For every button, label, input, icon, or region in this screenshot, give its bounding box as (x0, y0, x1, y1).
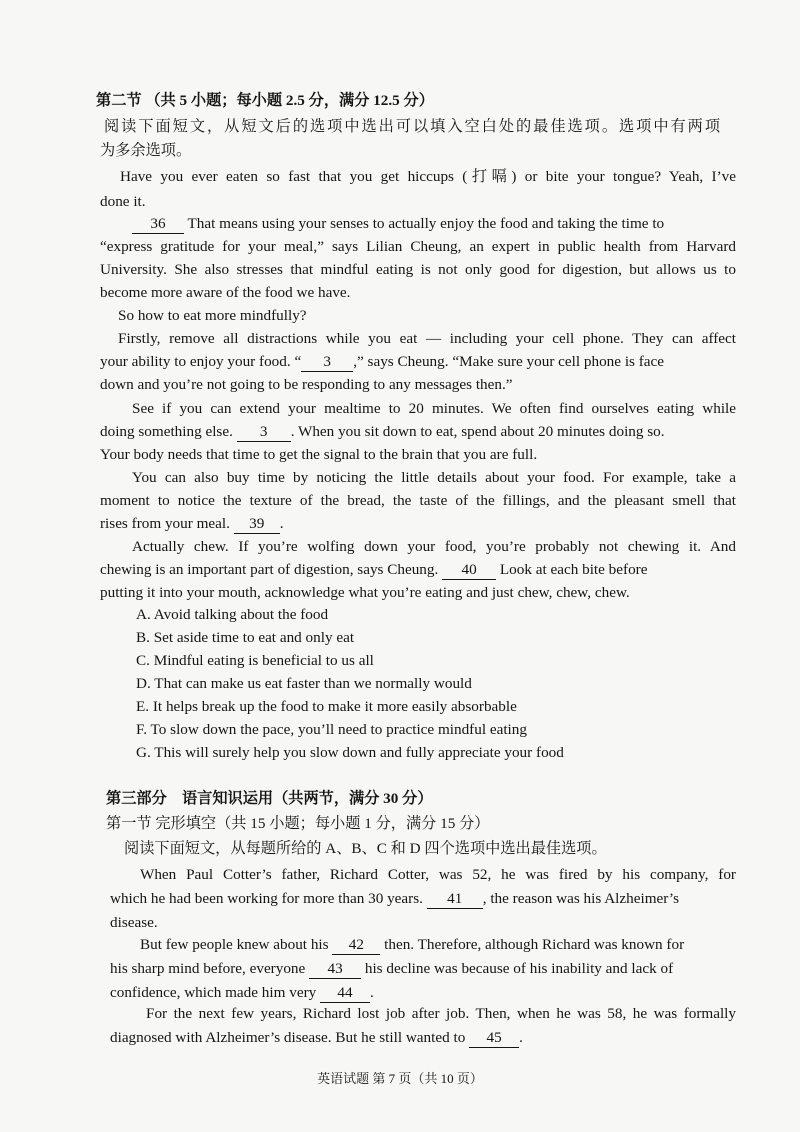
p5-line-2 (100, 421, 665, 443)
cloze-p2-text-a: But few people knew about his (140, 936, 329, 953)
instruction-line-2: 为多余选项。 (100, 142, 192, 159)
p2-line-3: University. She also stresses that mindful eating is not only good for digestion, but allows us to (100, 261, 736, 278)
cloze-p1-line-1: When Paul Cotter’s father, Richard Cotter, was 52, he was fired by his company, for (140, 866, 736, 883)
option-b: B. Set aside time to eat and only eat (136, 629, 355, 646)
blank-43: 43 (309, 960, 361, 979)
p2-line-4: become more aware of the food we have. (100, 284, 351, 301)
section2-heading: 第二节 （共 5 小题；每小题 2.5 分，满分 12.5 分） (96, 92, 434, 109)
cloze-p2-text-c: his sharp mind before, everyone (110, 960, 306, 977)
cloze-p1-text-a: which he had been working for more than 30 years. (110, 890, 423, 907)
p6-text-a: rises from your meal. (100, 515, 230, 532)
p1-line-2: done it. (100, 193, 146, 210)
cloze-p1-line-2 (110, 888, 679, 910)
blank-40: 40 (442, 561, 496, 580)
cloze-p1-line-3: disease. (110, 914, 158, 931)
option-c: C. Mindful eating is beneficial to us all (136, 652, 374, 669)
part3-instruction: 阅读下面短文，从每题所给的 A、B、C 和 D 四个选项中选出最佳选项。 (124, 840, 607, 857)
p5-text-a: doing something else. (100, 423, 233, 440)
p2-line-2: “express gratitude for your meal,” says Lilian Cheung, an expert in public health from Harvard (100, 238, 736, 255)
cloze-p2-text-b: then. Therefore, although Richard was known for (384, 936, 685, 953)
p7-line-2 (100, 559, 647, 581)
p3-line: So how to eat more mindfully? (118, 307, 307, 324)
blank-42: 42 (332, 936, 380, 955)
p5-line-3: Your body needs that time to get the signal to the brain that you are full. (100, 446, 538, 463)
cloze-p2-line-1 (140, 934, 684, 956)
blank-38: 3 (301, 353, 353, 372)
cloze-p3-line-2 (110, 1027, 523, 1049)
instruction-line-1: 阅读下面短文，从短文后的选项中选出可以填入空白处的最佳选项。选项中有两项 (104, 118, 720, 135)
blank-36: 36 (132, 215, 184, 234)
cloze-p3-text-b: . (519, 1029, 523, 1046)
p4-text-a: your ability to enjoy your food. “ (100, 353, 302, 370)
page-footer: 英语试题 第 7 页（共 10 页） (317, 1071, 483, 1086)
option-d: D. That can make us eat faster than we normally would (136, 675, 472, 692)
p2-text: That means using your senses to actually enjoy the food and taking the time to (187, 215, 665, 232)
cloze-p2-text-d: his decline was because of his inability and lack of (364, 960, 674, 977)
part3-heading: 第三部分 语言知识运用（共两节，满分 30 分） (106, 790, 433, 807)
blank-39: 39 (234, 515, 280, 534)
p6-line-1: You can also buy time by noticing the little details about your food. For example, take a (132, 469, 736, 486)
cloze-p2-text-e: confidence, which made him very (110, 984, 317, 1001)
p5-text-b: . When you sit down to eat, spend about 20 minutes doing so. (290, 423, 665, 440)
p4-line-1: Firstly, remove all distractions while you eat — including your cell phone. They can affect (118, 330, 736, 347)
p4-text-b: ,” says Cheung. “Make sure your cell phone is face (353, 353, 665, 370)
p2-line-1 (132, 213, 736, 235)
blank-44: 44 (320, 984, 370, 1003)
p5-line-1: See if you can extend your mealtime to 20 minutes. We often find ourselves eating while (132, 400, 736, 417)
cloze-p1-text-b: , the reason was his Alzheimer’s (482, 890, 679, 907)
blank-45: 45 (469, 1029, 519, 1048)
p6-line-2: moment to notice the texture of the bread, the taste of the fillings, and the pleasant smell that (100, 492, 736, 509)
option-e: E. It helps break up the food to make it more easily absorbable (136, 698, 517, 715)
p1-line-1: Have you ever eaten so fast that you get hiccups (打嗝) or bite your tongue? Yeah, I’ve (120, 168, 736, 185)
option-a: A. Avoid talking about the food (136, 606, 329, 623)
p4-line-2 (100, 351, 664, 373)
cloze-p2-text-f: . (370, 984, 374, 1001)
p4-line-3: down and you’re not going to be responding to any messages then.” (100, 376, 513, 393)
p7-text-b: Look at each bite before (499, 561, 648, 578)
cloze-p2-line-2 (110, 958, 673, 980)
blank-41: 41 (427, 890, 483, 909)
cloze-p3-text-a: diagnosed with Alzheimer’s disease. But he still wanted to (110, 1029, 466, 1046)
p7-line-3: putting it into your mouth, acknowledge what you’re eating and just chew, chew, chew. (100, 584, 630, 601)
option-g: G. This will surely help you slow down and fully appreciate your food (136, 744, 564, 761)
part3-section1-heading: 第一节 完形填空（共 15 小题；每小题 1 分，满分 15 分） (106, 815, 490, 832)
blank-37: 3 (237, 423, 291, 442)
p6-text-b: . (279, 515, 284, 532)
p7-line-1: Actually chew. If you’re wolfing down your food, you’re probably not chewing it. And (132, 538, 736, 555)
cloze-p2-line-3 (110, 982, 374, 1004)
option-f: F. To slow down the pace, you’ll need to practice mindful eating (136, 721, 527, 738)
p6-line-3 (100, 513, 284, 535)
p7-text-a: chewing is an important part of digestion, says Cheung. (100, 561, 439, 578)
cloze-p3-line-1: For the next few years, Richard lost job after job. Then, when he was 58, he was formally (146, 1005, 736, 1022)
